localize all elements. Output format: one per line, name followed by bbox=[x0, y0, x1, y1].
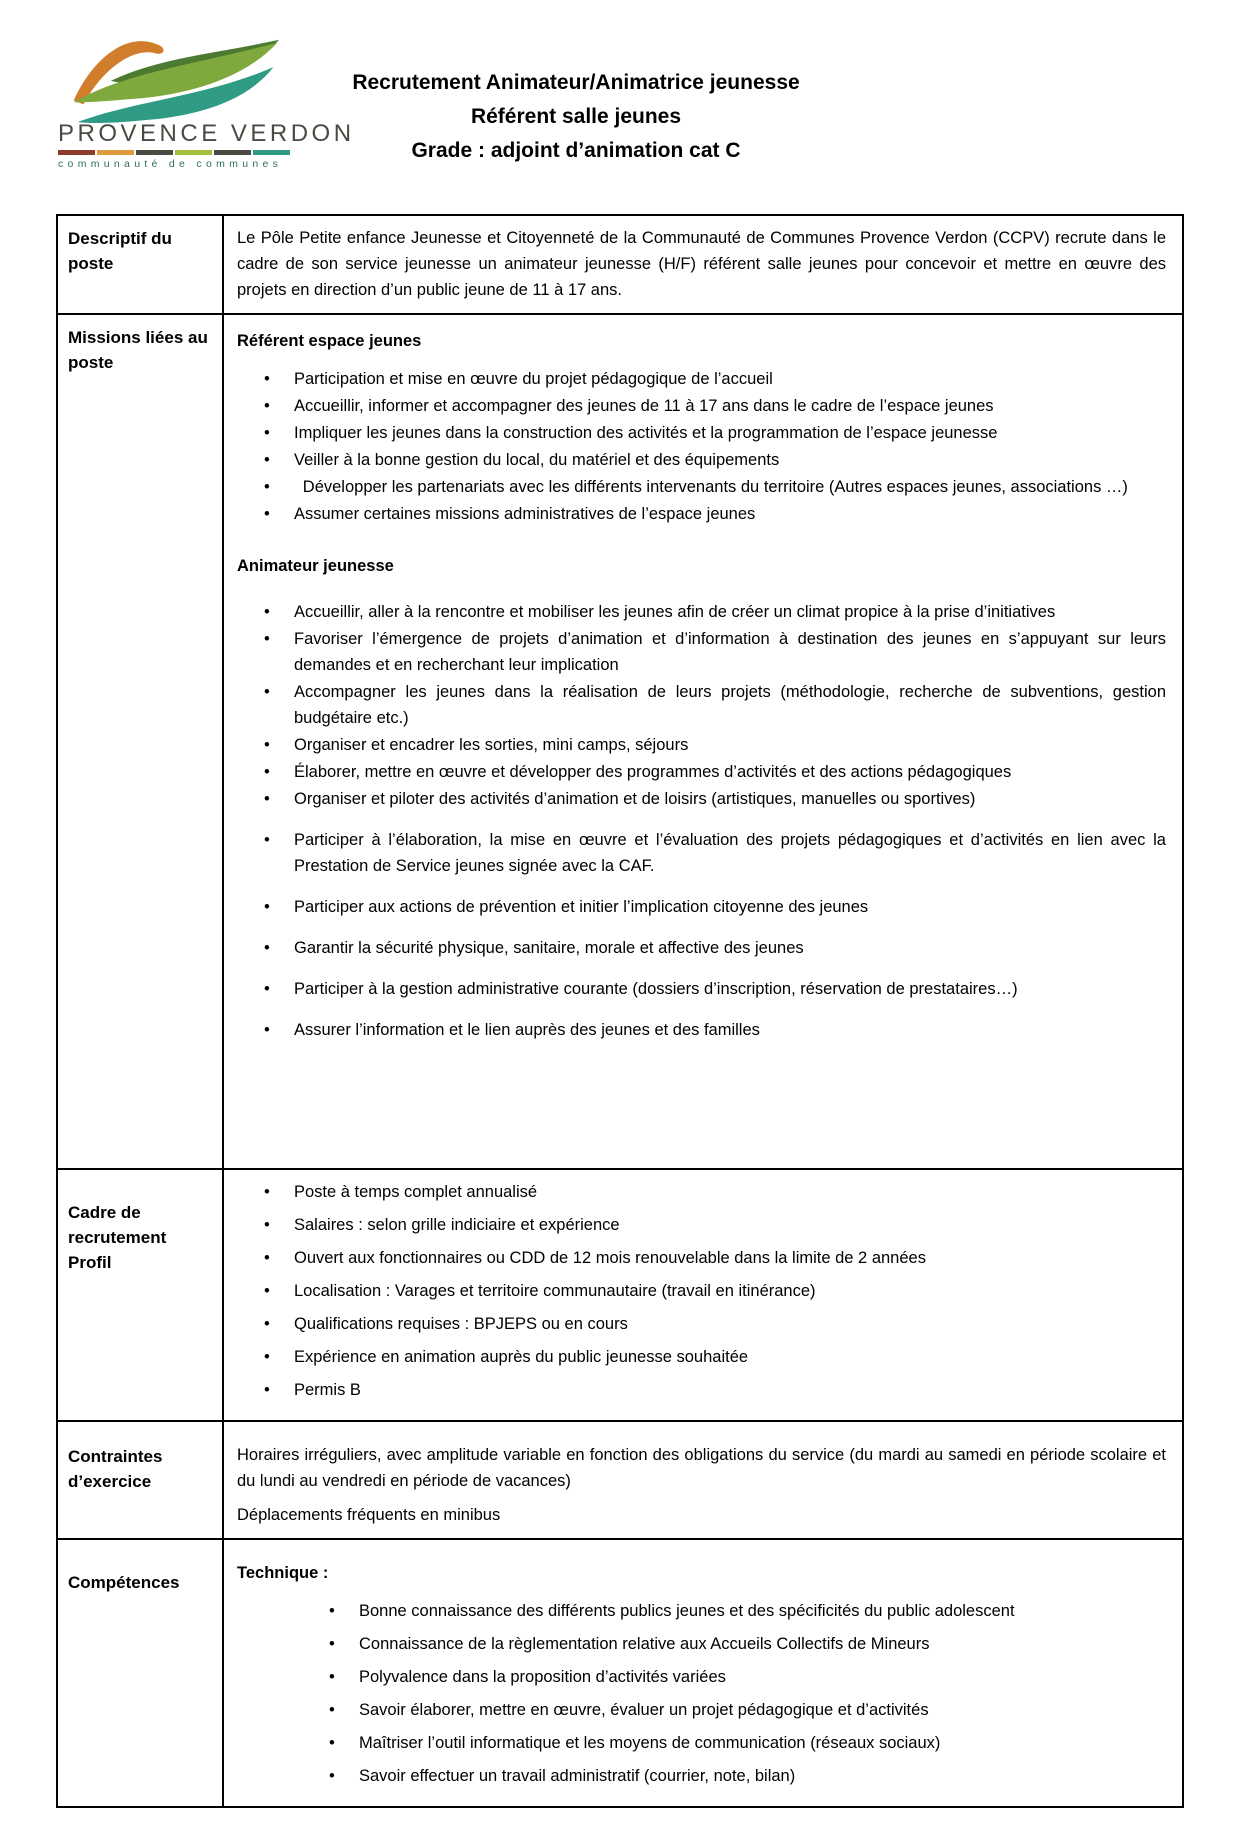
paragraph: Déplacements fréquents en minibus bbox=[237, 1506, 501, 1524]
bullet-icon: • bbox=[264, 630, 270, 648]
bullet-item bbox=[237, 447, 1166, 473]
bullet-item bbox=[237, 935, 1166, 961]
table-row-contraintes bbox=[57, 1421, 1183, 1539]
bullet-item bbox=[237, 1377, 1166, 1403]
bullet-text: Accueillir, informer et accompagner des jeunes de 11 à 17 ans dans le cadre de l’espace jeunes bbox=[294, 397, 994, 415]
bullet-text: Développer les partenariats avec les différents intervenants du territoire (Autres espaces jeunes, associations …) bbox=[302, 478, 1128, 496]
row-content-competences bbox=[223, 1539, 1183, 1807]
row-content-contraintes bbox=[223, 1421, 1183, 1539]
bullet-icon: • bbox=[264, 505, 270, 523]
bullet-text: Permis B bbox=[294, 1381, 361, 1399]
bullet-text: Impliquer les jeunes dans la construction des activités et la programmation de l’espace jeunesse bbox=[294, 424, 998, 442]
bullet-item bbox=[237, 1763, 1166, 1789]
bullet-icon: • bbox=[264, 980, 270, 998]
row-label-descriptif: Descriptif du poste bbox=[57, 215, 223, 314]
row-content-descriptif bbox=[223, 215, 1183, 314]
bullet-text: Bonne connaissance des différents publics jeunes et des spécificités du public adolescent bbox=[359, 1602, 1015, 1620]
bullet-text: Participer aux actions de prévention et initier l’implication citoyenne des jeunes bbox=[294, 898, 869, 916]
bullet-text: Savoir élaborer, mettre en œuvre, évaluer un projet pédagogique et d’activités bbox=[359, 1701, 929, 1719]
bullet-text: Connaissance de la règlementation relative aux Accueils Collectifs de Mineurs bbox=[359, 1635, 930, 1653]
bullet-item bbox=[237, 626, 1166, 678]
bullet-text: Garantir la sécurité physique, sanitaire, morale et affective des jeunes bbox=[294, 939, 804, 957]
bullet-icon: • bbox=[264, 683, 270, 701]
bullet-item bbox=[237, 1664, 1166, 1690]
bullet-item bbox=[237, 1179, 1166, 1205]
bullet-item bbox=[237, 393, 1166, 419]
bullet-icon: • bbox=[264, 397, 270, 415]
section-heading: Référent espace jeunes bbox=[237, 332, 422, 350]
bullet-text: Qualifications requises : BPJEPS ou en cours bbox=[294, 1315, 628, 1333]
bullet-item bbox=[237, 679, 1166, 731]
bullet-text: Accueillir, aller à la rencontre et mobiliser les jeunes afin de créer un climat propice à la prise d’initiatives bbox=[294, 603, 1056, 621]
bullet-icon: • bbox=[264, 424, 270, 442]
bullet-text: Favoriser l’émergence de projets d’animation et d’information à destination des jeunes en s’appuyant sur leurs demandes et en recherchant leur implication bbox=[294, 630, 1166, 674]
bullet-icon: • bbox=[329, 1734, 335, 1752]
bullet-text: Savoir effectuer un travail administratif (courrier, note, bilan) bbox=[359, 1767, 796, 1785]
document-title bbox=[56, 66, 1096, 168]
paragraph: Horaires irréguliers, avec amplitude variable en fonction des obligations du service (du mardi au samedi en période scolaire et du lundi au vendredi en période de vacances) bbox=[237, 1446, 1166, 1490]
row-label-contraintes: Contraintes d’exercice bbox=[57, 1421, 223, 1539]
bullet-icon: • bbox=[264, 790, 270, 808]
bullet-item bbox=[237, 976, 1166, 1002]
bullet-icon: • bbox=[264, 763, 270, 781]
bullet-icon: • bbox=[264, 736, 270, 754]
bullet-icon: • bbox=[264, 939, 270, 957]
bullet-text: Accompagner les jeunes dans la réalisation de leurs projets (méthodologie, recherche de subventions, gestion budgétaire etc.) bbox=[294, 683, 1166, 727]
bullet-text: Veiller à la bonne gestion du local, du matériel et des équipements bbox=[294, 451, 780, 469]
table-row-descriptif bbox=[57, 215, 1183, 314]
bullet-text: Assurer l’information et le lien auprès des jeunes et des familles bbox=[294, 1021, 760, 1039]
paragraph: Le Pôle Petite enfance Jeunesse et Citoyenneté de la Communauté de Communes Provence Verdon (CCPV) recrute dans le cadre de son service jeunesse un animateur jeunesse (H/F) référent salle jeunes pour concevoir et mettre en œuvre des projets en direction d’un public jeune de 11 à 17 ans. bbox=[237, 229, 1166, 299]
bullet-text: Salaires : selon grille indiciaire et expérience bbox=[294, 1216, 620, 1234]
section-heading: Technique : bbox=[237, 1564, 329, 1582]
bullet-item bbox=[237, 1311, 1166, 1337]
bullet-icon: • bbox=[264, 1381, 270, 1399]
row-label-competences: Compétences bbox=[57, 1539, 223, 1807]
bullet-item bbox=[237, 366, 1166, 392]
bullet-list bbox=[237, 1598, 1166, 1789]
bullet-list bbox=[237, 1179, 1166, 1403]
bullet-list bbox=[237, 827, 1166, 1043]
bullet-text: Participer à la gestion administrative courante (dossiers d’inscription, réservation de prestataires…) bbox=[294, 980, 1018, 998]
bullet-text: Maîtriser l’outil informatique et les moyens de communication (réseaux sociaux) bbox=[359, 1734, 941, 1752]
bullet-text: Assumer certaines missions administratives de l’espace jeunes bbox=[294, 505, 756, 523]
bullet-text: Organiser et encadrer les sorties, mini camps, séjours bbox=[294, 736, 689, 754]
bullet-item bbox=[237, 1017, 1166, 1043]
bullet-item bbox=[237, 599, 1166, 625]
bullet-item bbox=[237, 1631, 1166, 1657]
row-label-cadre: Cadre de recrutement Profil bbox=[57, 1169, 223, 1421]
bullet-item bbox=[237, 1697, 1166, 1723]
title-line-3: Grade : adjoint d’animation cat C bbox=[411, 139, 741, 162]
bullet-item bbox=[237, 1245, 1166, 1271]
bullet-icon: • bbox=[264, 1282, 270, 1300]
job-description-table bbox=[56, 214, 1184, 1808]
bullet-icon: • bbox=[264, 1021, 270, 1039]
table-row-missions bbox=[57, 314, 1183, 1169]
bullet-item bbox=[237, 827, 1166, 879]
bullet-icon: • bbox=[329, 1767, 335, 1785]
bullet-item bbox=[237, 1212, 1166, 1238]
bullet-item bbox=[237, 474, 1166, 500]
bullet-item bbox=[237, 1278, 1166, 1304]
row-label-missions: Missions liées au poste bbox=[57, 314, 223, 1169]
bullet-text: Organiser et piloter des activités d’animation et de loisirs (artistiques, manuelles ou sportives) bbox=[294, 790, 976, 808]
logo-subtitle: communauté de communes bbox=[58, 158, 283, 170]
bullet-item bbox=[237, 1344, 1166, 1370]
row-content-cadre bbox=[223, 1169, 1183, 1421]
bullet-list bbox=[237, 366, 1166, 527]
bullet-icon: • bbox=[329, 1635, 335, 1653]
bullet-icon: • bbox=[264, 478, 270, 496]
bullet-icon: • bbox=[329, 1668, 335, 1686]
bullet-icon: • bbox=[264, 370, 270, 388]
bullet-item bbox=[237, 501, 1166, 527]
bullet-icon: • bbox=[264, 831, 270, 849]
bullet-item bbox=[237, 1598, 1166, 1624]
bullet-icon: • bbox=[264, 1216, 270, 1234]
row-content-missions bbox=[223, 314, 1183, 1169]
document-header bbox=[56, 14, 1185, 210]
title-line-2: Référent salle jeunes bbox=[470, 105, 682, 128]
bullet-item bbox=[237, 894, 1166, 920]
bullet-list bbox=[237, 599, 1166, 812]
bullet-text: Localisation : Varages et territoire communautaire (travail en itinérance) bbox=[294, 1282, 816, 1300]
bullet-text: Expérience en animation auprès du public jeunesse souhaitée bbox=[294, 1348, 749, 1366]
bullet-icon: • bbox=[329, 1602, 335, 1620]
bullet-text: Participer à l’élaboration, la mise en œuvre et l’évaluation des projets pédagogiques et d’activités en lien avec la Prestation de Service jeunes signée avec la CAF. bbox=[294, 831, 1166, 875]
bullet-icon: • bbox=[264, 1348, 270, 1366]
job-table-body bbox=[57, 215, 1183, 1807]
bullet-item bbox=[237, 420, 1166, 446]
table-row-competences bbox=[57, 1539, 1183, 1807]
logo-wordmark: PROVENCE VERDON bbox=[58, 120, 355, 147]
bullet-icon: • bbox=[264, 1315, 270, 1333]
bullet-text: Polyvalence dans la proposition d’activités variées bbox=[359, 1668, 726, 1686]
bullet-icon: • bbox=[329, 1701, 335, 1719]
bullet-item bbox=[237, 732, 1166, 758]
table-row-cadre bbox=[57, 1169, 1183, 1421]
bullet-icon: • bbox=[264, 451, 270, 469]
bullet-item bbox=[237, 759, 1166, 785]
bullet-icon: • bbox=[264, 1249, 270, 1267]
bullet-icon: • bbox=[264, 1183, 270, 1201]
bullet-text: Poste à temps complet annualisé bbox=[294, 1183, 538, 1201]
bullet-item bbox=[237, 1730, 1166, 1756]
bullet-text: Participation et mise en œuvre du projet pédagogique de l’accueil bbox=[294, 370, 773, 388]
bullet-text: Élaborer, mettre en œuvre et développer des programmes d’activités et des actions pédagogiques bbox=[294, 763, 1012, 781]
title-line-1: Recrutement Animateur/Animatrice jeunesse bbox=[352, 71, 800, 94]
bullet-icon: • bbox=[264, 603, 270, 621]
bullet-text: Ouvert aux fonctionnaires ou CDD de 12 mois renouvelable dans la limite de 2 années bbox=[294, 1249, 926, 1267]
section-heading: Animateur jeunesse bbox=[237, 557, 394, 575]
bullet-icon: • bbox=[264, 898, 270, 916]
bullet-item bbox=[237, 786, 1166, 812]
